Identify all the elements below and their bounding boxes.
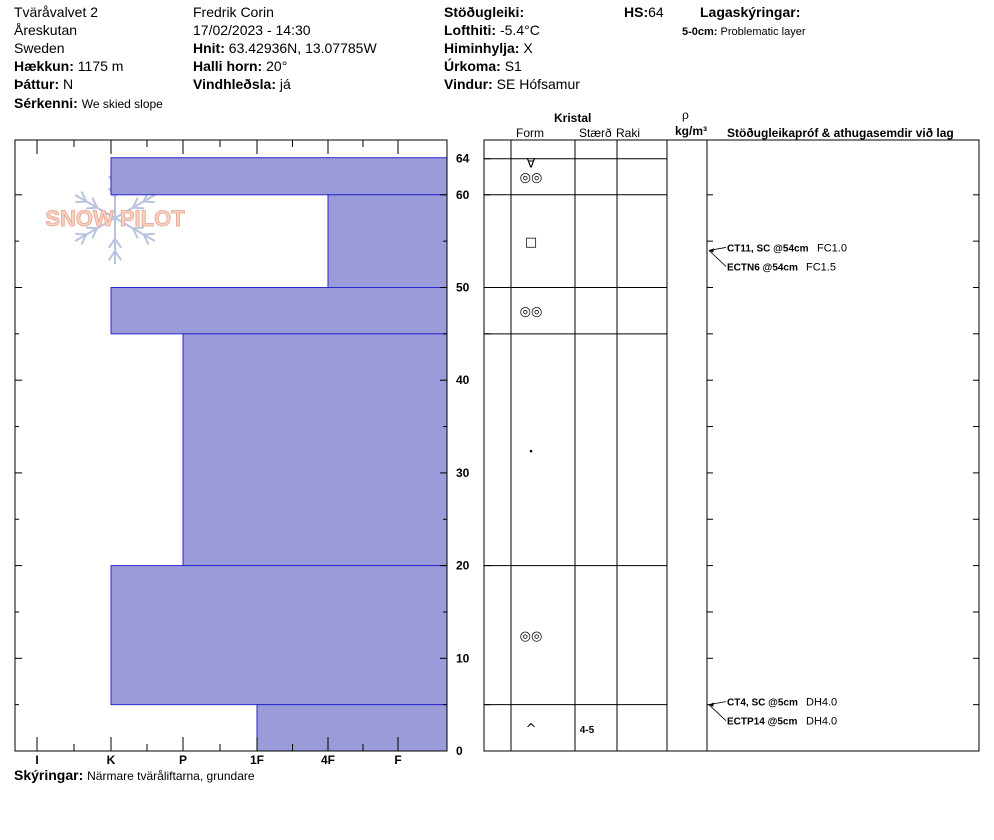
grain-form-symbol: ^ — [525, 721, 537, 737]
hardness-bar — [183, 334, 447, 566]
y-tick-label: 0 — [456, 744, 463, 758]
snowflake-branch — [75, 234, 86, 235]
hardness-bar — [111, 566, 447, 705]
hardness-bar — [328, 195, 447, 288]
grain-form-symbol: ◎◎ — [519, 170, 543, 186]
grain-form-symbol: • — [528, 447, 534, 458]
x-tick-label: P — [178, 753, 188, 767]
hardness-bar — [111, 158, 447, 195]
wind: Vindur: SE Hófsamur — [444, 76, 580, 92]
x-tick-label: F — [394, 753, 402, 767]
test-arrowhead — [709, 248, 714, 252]
specifics: Sérkenni: We skied slope — [14, 95, 163, 111]
area-name: Åreskutan — [14, 22, 78, 38]
test-label: CT4, SC @5cm — [727, 697, 798, 709]
hardness-bar — [257, 705, 447, 751]
y-tick-label: 10 — [456, 651, 470, 666]
x-tick-label: 4F — [320, 753, 336, 767]
x-tick-label: I — [35, 753, 39, 767]
crystal-table-frame — [484, 140, 979, 751]
form-header: Form — [516, 126, 544, 140]
stability-tests-header: Stöðugleikapróf & athugasemdir við lag — [727, 126, 954, 140]
crystal-header: Kristal — [554, 111, 592, 125]
test-arrowhead — [709, 703, 714, 707]
x-tick-label: K — [106, 753, 116, 767]
grain-form-symbol: ◎◎ — [519, 304, 543, 320]
logo-text: SNOW PILOT — [45, 206, 185, 231]
elevation: Hækkun: 1175 m — [14, 58, 124, 74]
grain-form-symbol: □ — [524, 235, 538, 251]
test-result: FC1.5 — [806, 261, 836, 274]
grain-size-label: 4-5 — [579, 724, 595, 736]
test-label: ECTN6 @54cm — [727, 262, 798, 274]
layer-notes-label: Lagaskýringar: — [700, 4, 801, 20]
test-label: CT11, SC @54cm — [727, 243, 809, 255]
snowflake-branch — [75, 201, 86, 202]
site-name: Tväråvalvet 2 — [14, 4, 99, 20]
moisture-header: Raki — [616, 126, 641, 140]
precipitation: Úrkoma: S1 — [444, 58, 522, 74]
country-name: Sweden — [14, 40, 65, 56]
y-tick-label: 30 — [456, 465, 470, 480]
x-tick-label: 1F — [249, 753, 265, 767]
test-arrow — [709, 250, 726, 266]
test-label: ECTP14 @5cm — [727, 716, 798, 728]
layer-note: 5-0cm: Problematic layer — [682, 26, 806, 38]
y-tick-label: 64 — [456, 151, 470, 166]
y-tick-label: 20 — [456, 558, 470, 573]
size-header: Stærð — [579, 126, 612, 140]
test-result: FC1.0 — [817, 242, 847, 255]
y-tick-label: 50 — [456, 280, 470, 295]
datetime: 17/02/2023 - 14:30 — [193, 22, 311, 38]
grain-form-symbol: ◎◎ — [519, 629, 543, 645]
coordinates: Hnit: 63.42936N, 13.07785W — [193, 40, 377, 56]
grain-form-symbol: ∀ — [526, 156, 536, 172]
slope-angle: Halli horn: 20° — [193, 58, 288, 74]
density-symbol: ρ — [682, 108, 689, 122]
snowflake-branch — [144, 201, 155, 202]
footer-notes: Skýringar: Närmare tväråliftarna, grundare — [14, 767, 255, 783]
wind-loading: Vindhleðsla: já — [193, 76, 291, 92]
snowflake-branch — [144, 234, 155, 235]
aspect: Þáttur: N — [14, 76, 74, 92]
y-tick-label: 60 — [456, 187, 470, 202]
snow-height: HS:64 — [624, 4, 664, 20]
density-unit: kg/m³ — [675, 124, 708, 138]
test-result: DH4.0 — [806, 696, 838, 709]
observer: Fredrik Corin — [193, 4, 274, 20]
test-arrow — [709, 705, 726, 721]
sky-cover: Himinhylja: X — [444, 40, 533, 56]
y-tick-label: 40 — [456, 373, 470, 388]
air-temperature: Lofthiti: -5.4°C — [444, 22, 540, 38]
hardness-bar — [111, 288, 447, 334]
stability: Stöðugleiki: — [444, 4, 525, 20]
test-result: DH4.0 — [806, 715, 838, 728]
